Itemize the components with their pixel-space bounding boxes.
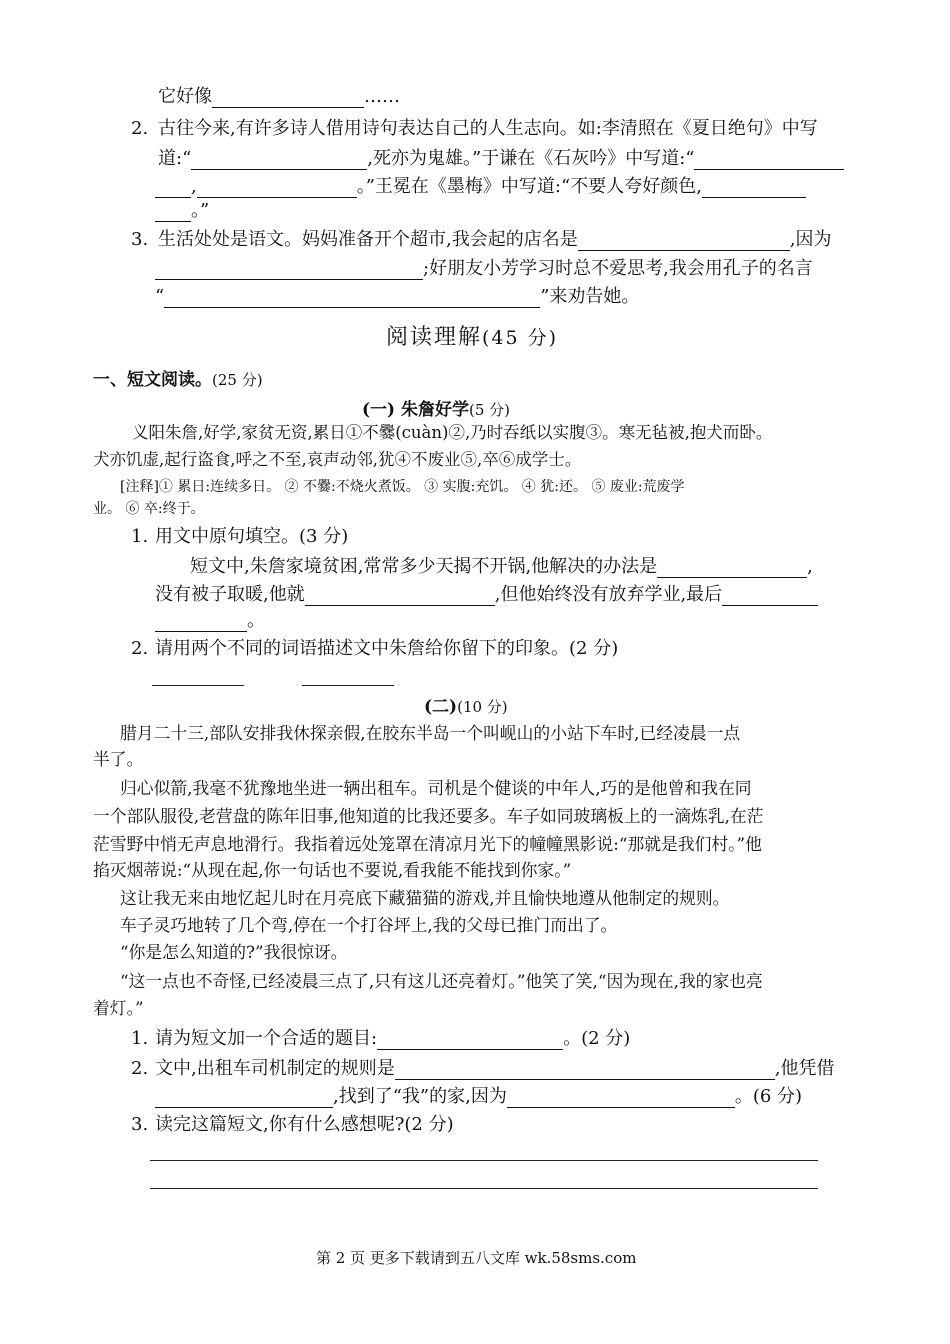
passage2-p1-line2: 半了。: [93, 749, 144, 769]
passage2-p6-line2: 着灯。”: [93, 998, 144, 1018]
passage1-line2: 犬亦饥虚,起行盗食,呼之不至,哀声动邻,犹④不废业⑤,卒⑥成学士。: [93, 450, 582, 469]
part1-title: [93, 365, 263, 390]
q2-line2: [158, 148, 844, 170]
answer-blank[interactable]: [155, 613, 247, 632]
q3-text: ,因为: [789, 229, 832, 250]
passage2-title-text: (二): [424, 697, 458, 717]
answer-line[interactable]: [150, 1188, 818, 1189]
passage1-score: (5 分): [469, 401, 511, 419]
passage1-title-text: (一) 朱詹好学: [362, 400, 470, 420]
q2-line3: [155, 176, 806, 198]
cut-suffix: ……: [364, 86, 400, 107]
p2-q1-line: [155, 1028, 630, 1050]
q2-number: 2.: [131, 118, 149, 139]
q2-line1: 古往今来,有许多诗人借用诗句表达自己的人生志向。如:李清照在《夏日绝句》中写: [158, 118, 818, 139]
passage2-p6-line1: “这一点也不奇怪,已经凌晨三点了,只有这儿还亮着灯。”他笑了笑,“因为现在,我的家也亮: [120, 971, 763, 991]
section-title: [386, 320, 558, 351]
p1-q1-fill-text: 短文中,朱詹家境贫困,常常多少天揭不开锅,他解决的办法是: [190, 556, 658, 577]
q2-text: 。”: [191, 200, 210, 221]
p2-q2-text: 文中,出租车司机制定的规则是: [155, 1058, 395, 1079]
p2-q2-number: 2.: [131, 1058, 149, 1079]
passage2-p2-line2: 一个部队服役,老营盘的陈年旧事,他知道的比我还要多。车子如同玻璃板上的一滴炼乳,在茫: [93, 806, 764, 826]
p1-q1-line3: [155, 610, 265, 632]
p2-q2-text: 。(6 分): [734, 1086, 803, 1107]
answer-blank[interactable]: [191, 151, 367, 170]
answer-blank[interactable]: [305, 587, 495, 606]
passage2-p2-line3: 茫雪野中悄无声息地滑行。我指着远处笼罩在清凉月光下的幢幢黑影说:“那就是我们村。”他: [93, 834, 762, 854]
answer-blank[interactable]: [702, 179, 806, 198]
answer-blank[interactable]: [155, 203, 191, 222]
p1-q1-fill-text: 没有被子取暖,他就: [155, 584, 305, 605]
q3-text: ;好朋友小芳学习时总不爱思考,我会用孔子的名言: [423, 258, 813, 279]
answer-blank[interactable]: [212, 89, 364, 108]
q3-text: ”来劝告她。: [540, 286, 640, 307]
p2-q2-line1: [155, 1058, 834, 1080]
passage1-note-line2: 业。 ⑥ 卒:终于。: [93, 501, 205, 517]
q3-text: “: [155, 286, 165, 307]
p1-q1-fill-text: ,但他始终没有放弃学业,最后: [494, 584, 723, 605]
p2-q3-text: 读完这篇短文,你有什么感想呢?(2 分): [155, 1114, 454, 1135]
answer-blank[interactable]: [197, 179, 357, 198]
p2-q3-number: 3.: [131, 1114, 149, 1135]
p2-q2-line2: [155, 1086, 802, 1108]
answer-blank[interactable]: [155, 261, 423, 280]
part1-title-text: 一、短文阅读。: [93, 370, 212, 390]
passage1-note-line1: [注释]① 累日:连续多日。 ② 不爨:不烧火煮饭。 ③ 实腹:充饥。 ④ 犹:还。 ⑤ 废业:荒废学: [120, 479, 685, 495]
answer-blank[interactable]: [155, 1089, 333, 1108]
p1-q1-fill-text: 。: [247, 610, 265, 631]
answer-blank[interactable]: [155, 179, 191, 198]
part1-score: (25 分): [212, 371, 263, 389]
p2-q1-number: 1.: [131, 1028, 149, 1049]
answer-line[interactable]: [152, 685, 244, 686]
q3-line3: [155, 286, 639, 308]
p1-q2-number: 2.: [131, 638, 149, 659]
passage2-score: (10 分): [457, 698, 508, 716]
cut-line: [158, 86, 400, 108]
answer-blank[interactable]: [657, 559, 807, 578]
page-footer: 第 2 页 更多下载请到五八文库 wk.58sms.com: [316, 1249, 637, 1267]
q3-number: 3.: [131, 229, 149, 250]
p2-q1-text: 请为短文加一个合适的题目:: [155, 1028, 378, 1049]
q2-text: ,: [191, 176, 197, 197]
answer-blank[interactable]: [395, 1061, 775, 1080]
passage2-p5: “你是怎么知道的?”我很惊讶。: [120, 942, 348, 962]
passage2-title: [424, 692, 508, 717]
passage2-p1-line1: 腊月二十三,部队安排我休探亲假,在胶东半岛一个叫岘山的小站下车时,已经凌晨一点: [120, 723, 741, 743]
p1-q1-line1: [190, 556, 813, 578]
passage2-p2-line4: 掐灭烟蒂说:“从现在起,你一句话也不要说,看我能不能找到你家。”: [93, 860, 572, 880]
answer-blank[interactable]: [722, 587, 818, 606]
answer-blank[interactable]: [377, 1031, 563, 1050]
p1-q2-text: 请用两个不同的词语描述文中朱詹给你留下的印象。(2 分): [155, 638, 619, 659]
p2-q2-text: ,他凭借: [774, 1058, 835, 1079]
answer-line[interactable]: [150, 1160, 818, 1161]
passage1-title: [362, 395, 510, 420]
q2-line4: [155, 200, 209, 222]
section-score: (45 分): [482, 327, 559, 349]
q2-text: 道:“: [158, 148, 192, 169]
cut-prefix: 它好像: [158, 86, 212, 107]
p1-q1-fill-text: ,: [807, 556, 813, 577]
q2-text: ,死亦为鬼雄。”于谦在《石灰吟》中写道:“: [367, 148, 695, 169]
passage2-p4: 车子灵巧地转了几个弯,停在一个打谷坪上,我的父母已推门而出了。: [120, 915, 618, 935]
p2-q1-text: 。(2 分): [563, 1028, 631, 1049]
p1-q1-text: 用文中原句填空。(3 分): [155, 526, 349, 547]
q3-text: 生活处处是语文。妈妈准备开个超市,我会起的店名是: [158, 229, 578, 250]
passage1-line1: 义阳朱詹,好学,家贫无资,累日①不爨(cuàn)②,乃时吞纸以实腹③。寒无毡被,抱犬而卧。: [132, 423, 773, 442]
section-title-text: 阅读理解: [386, 325, 483, 350]
p1-q1-number: 1.: [131, 526, 149, 547]
passage2-p2-line1: 归心似箭,我毫不犹豫地坐进一辆出租车。司机是个健谈的中年人,巧的是他曾和我在同: [120, 778, 752, 798]
p2-q2-text: ,找到了“我”的家,因为: [333, 1086, 507, 1107]
q3-line1: [158, 229, 831, 251]
passage2-p3: 这让我无来由地忆起儿时在月亮底下藏猫猫的游戏,并且愉快地遵从他制定的规则。: [120, 888, 730, 908]
p1-q1-line2: [155, 584, 818, 606]
answer-line[interactable]: [302, 685, 394, 686]
q2-text: 。”王冕在《墨梅》中写道:“不要人夸好颜色,: [356, 176, 702, 197]
answer-blank[interactable]: [507, 1089, 735, 1108]
answer-blank[interactable]: [164, 289, 540, 308]
answer-blank[interactable]: [694, 151, 844, 170]
q3-line2: [155, 258, 813, 280]
answer-blank[interactable]: [578, 232, 790, 251]
